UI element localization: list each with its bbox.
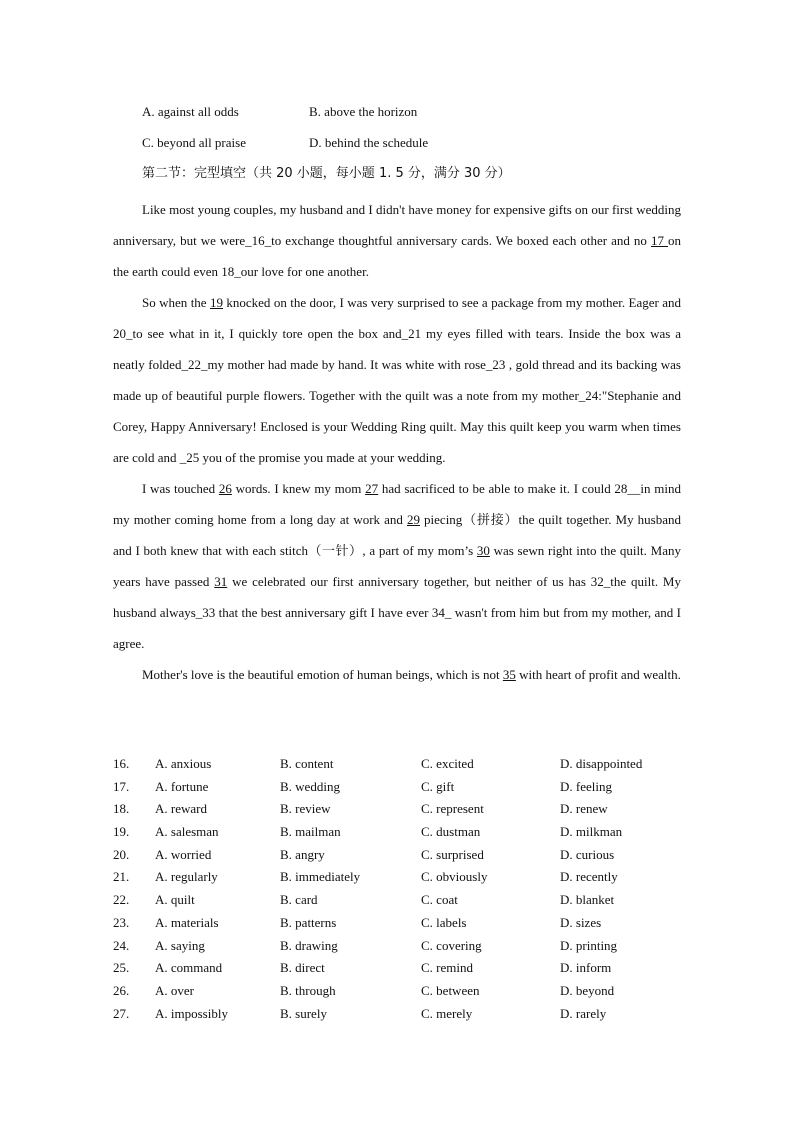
- option-b: B. mailman: [280, 824, 341, 840]
- option-a: A. salesman: [155, 824, 219, 840]
- question-row: [113, 777, 713, 800]
- option-a: A. over: [155, 982, 194, 998]
- option-d: D. beyond: [560, 982, 615, 998]
- question-row: [113, 754, 713, 777]
- option-d: D. rarely: [560, 1005, 607, 1021]
- question-row: [113, 981, 713, 1004]
- option-b: B. angry: [280, 846, 325, 862]
- question-row: [113, 845, 713, 868]
- question-number: 20.: [113, 846, 130, 862]
- option-d: D. printing: [560, 937, 618, 953]
- option-a: A. against all odds: [142, 104, 239, 119]
- question-number: 19.: [113, 824, 130, 840]
- question-number: 23.: [113, 914, 130, 930]
- question-row: [113, 822, 713, 845]
- passage-text: So when the: [142, 295, 210, 310]
- option-b: B. review: [280, 801, 331, 817]
- passage-text: had sacrificed to be able to make it. I could 28__in mind my mother coming home from a long day at work and: [113, 481, 681, 527]
- option-c: C. remind: [421, 960, 473, 976]
- answer-options-table: [113, 754, 713, 1026]
- option-b: B. through: [280, 982, 336, 998]
- option-a: A. anxious: [155, 756, 212, 771]
- question-row: [113, 867, 713, 890]
- question-row: [113, 799, 713, 822]
- cloze-passage: [113, 194, 681, 690]
- option-d: D. blanket: [560, 892, 615, 908]
- question-row: [113, 913, 713, 936]
- blank-number: 27: [365, 481, 379, 496]
- blank-number: 31: [214, 574, 228, 589]
- question-row: [113, 958, 713, 981]
- option-c: C. surprised: [421, 846, 484, 862]
- option-c: C. covering: [421, 937, 482, 953]
- option-b: B. direct: [280, 960, 325, 976]
- option-a: A. reward: [155, 801, 207, 817]
- question-number: 22.: [113, 892, 130, 908]
- option-a: A. regularly: [155, 869, 218, 885]
- blank-number: 30: [476, 543, 490, 558]
- option-c: C. beyond all praise: [142, 135, 246, 150]
- question-number: 27.: [113, 1005, 130, 1021]
- option-d: D. renew: [560, 801, 608, 817]
- question-number: 18.: [113, 801, 130, 817]
- passage-text: was sewn right into the quilt. Many years have passed: [113, 543, 681, 589]
- passage-paragraph-3: [113, 473, 681, 659]
- option-d: D. sizes: [560, 914, 602, 930]
- blank-number: 29: [406, 512, 420, 527]
- option-a: A. impossibly: [155, 1005, 228, 1021]
- option-c: C. excited: [421, 756, 474, 771]
- passage-text: words. I knew my mom: [231, 481, 366, 496]
- question-number: 16.: [113, 756, 130, 771]
- option-c: C. gift: [421, 778, 455, 794]
- passage-text: we celebrated our first anniversary together, but neither of us has 32_the quilt. My husband always_33 that the best anniversary gift I have ever 34_ wasn't from him but from my mother, and I agree.: [113, 574, 681, 651]
- option-b: B. card: [280, 892, 318, 908]
- option-a: A. command: [155, 960, 223, 976]
- option-d: D. curious: [560, 846, 615, 862]
- previous-question-options: [142, 102, 562, 164]
- question-number: 25.: [113, 960, 130, 976]
- option-a: A. worried: [155, 846, 212, 862]
- question-row: [113, 936, 713, 959]
- passage-paragraph-4: [113, 659, 681, 690]
- option-c: C. represent: [421, 801, 484, 817]
- question-number: 21.: [113, 869, 130, 885]
- passage-text: Like most young couples, my husband and I didn't have money for expensive gifts on our first wedding anniversary, but we were_16_to exchange thoughtful anniversary cards. We boxed each other and no: [113, 202, 681, 248]
- section-heading: 第二节：完型填空（共 20 小题，每小题 1. 5 分，满分 30 分）: [142, 166, 511, 181]
- blank-number: 17: [650, 233, 668, 248]
- passage-text: piecing（拼接）the quilt together. My husband and I both knew that with each stitch（一针）, a part of my mom’s: [113, 512, 681, 558]
- blank-number: 26: [218, 481, 232, 496]
- question-number: 26.: [113, 982, 130, 998]
- option-a: A. quilt: [155, 892, 195, 908]
- question-number: 24.: [113, 937, 130, 953]
- option-c: C. coat: [421, 892, 458, 908]
- question-row: [113, 890, 713, 913]
- option-c: C. obviously: [421, 869, 488, 885]
- option-b: B. above the horizon: [309, 104, 418, 119]
- passage-paragraph-2: [113, 287, 681, 473]
- option-c: C. labels: [421, 914, 467, 930]
- option-a: A. saying: [155, 937, 205, 953]
- option-b: B. wedding: [280, 778, 340, 794]
- option-b: B. immediately: [280, 869, 361, 885]
- option-d: D. disappointed: [560, 756, 643, 771]
- option-c: C. between: [421, 982, 480, 998]
- option-row: [142, 102, 562, 133]
- option-a: A. fortune: [155, 778, 209, 794]
- option-d: D. milkman: [560, 824, 623, 840]
- passage-text: with heart of profit and wealth.: [515, 667, 681, 682]
- passage-paragraph-1: [113, 194, 681, 287]
- option-row: [142, 133, 562, 164]
- passage-text: Mother's love is the beautiful emotion of human beings, which is not: [142, 667, 503, 682]
- option-c: C. dustman: [421, 824, 481, 840]
- option-d: D. behind the schedule: [309, 135, 429, 150]
- option-b: B. drawing: [280, 937, 338, 953]
- blank-number: 35: [502, 667, 516, 682]
- option-d: D. feeling: [560, 778, 612, 794]
- passage-text: on the earth could even 18_our love for one another.: [113, 233, 681, 279]
- option-d: D. recently: [560, 869, 618, 885]
- option-d: D. inform: [560, 960, 612, 976]
- option-c: C. merely: [421, 1005, 473, 1021]
- question-number: 17.: [113, 778, 130, 794]
- option-b: B. content: [280, 756, 334, 771]
- option-b: B. patterns: [280, 914, 337, 930]
- option-a: A. materials: [155, 914, 219, 930]
- passage-text: I was touched: [142, 481, 219, 496]
- passage-text: knocked on the door, I was very surprised to see a package from my mother. Eager and 20_to see what in it, I quickly tore open the box and_21 my eyes filled with tears. Inside the box was a neatly folded_22_my mother had made by hand. It was white with rose_23 , gold thread and its backing was made up of beautiful purple flowers. Together with the quilt was a note from my mother_24:"Stephanie and Corey, Happy Anniversary! Enclosed is your Wedding Ring quilt. May this quilt keep you warm when times are cold and _25 you of the promise you made at your wedding.: [113, 295, 681, 465]
- blank-number: 19: [209, 295, 223, 310]
- question-row: [113, 1004, 713, 1027]
- option-b: B. surely: [280, 1005, 327, 1021]
